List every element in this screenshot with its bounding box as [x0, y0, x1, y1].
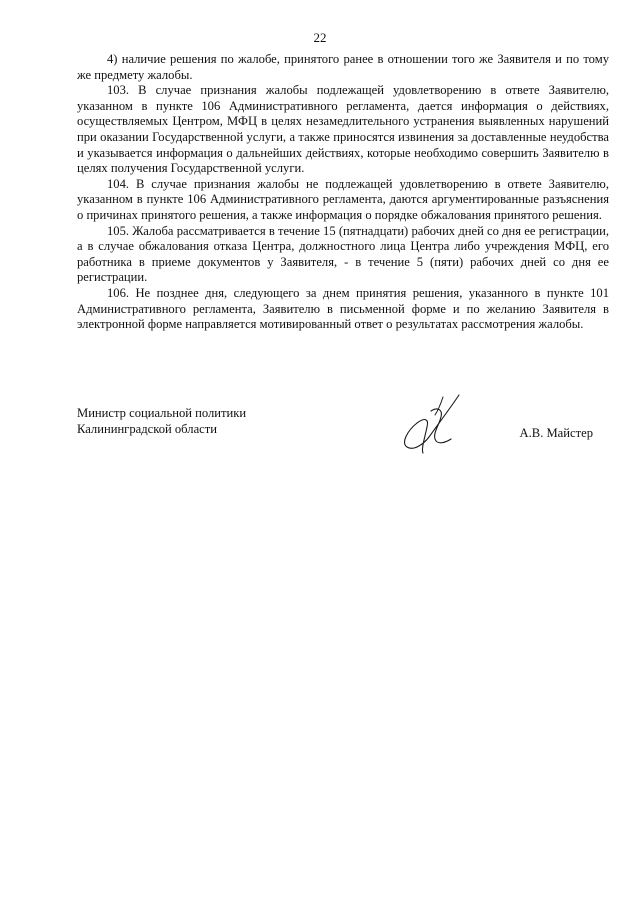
page-number: 22 — [313, 30, 327, 45]
signer-title-line2: Калининградской области — [77, 422, 217, 436]
paragraph-106: 106. Не позднее дня, следующего за днем принятия решения, указанного в пункте 101 Административного регламента, Заявителю в письменной форме и по желанию Заявителя в электронной форме направляется мотивированный ответ о результатах рассмотрения жалобы. — [77, 285, 609, 332]
paragraph-item-4: 4) наличие решения по жалобе, принятого ранее в отношении того же Заявителя и по тому же предмету жалобы. — [77, 52, 609, 82]
signer-title — [77, 405, 246, 437]
paragraph-105: 105. Жалоба рассматривается в течение 15 (пятнадцати) рабочих дней со дня ее регистрации, а в случае обжалования отказа Центра, должностного лица Центра либо учреждения МФЦ, его работника в приеме документов у Заявителя, - в течение 5 (пяти) рабочих дней со дня ее регистрации. — [77, 223, 609, 285]
handwritten-signature — [399, 393, 469, 455]
signer-name: А.В. Майстер — [519, 426, 593, 440]
signer-title-line1: Министр социальной политики — [77, 406, 247, 420]
paragraph-103: 103. В случае признания жалобы подлежащей удовлетворению в ответе Заявителю, указанном в пункте 106 Административного регламента, дается информация о действиях, осуществляемых Центром, МФЦ в целях незамедлительного устранения выявленных нарушений при оказании Государственной услуги, а также приносятся извинения за доставленные неудобства и указывается информация о дальнейших действиях, которые необходимо совершить Заявителю в целях получения Государственной услуги. — [77, 83, 609, 176]
paragraph-104: 104. В случае признания жалобы не подлежащей удовлетворению в ответе Заявителю, указанном в пункте 106 Административного регламента, даются аргументированные разъяснения о причинах принятого решения, а также информация о порядке обжалования принятого решения. — [77, 176, 609, 222]
signature-block — [77, 405, 609, 465]
document-body — [77, 52, 609, 333]
